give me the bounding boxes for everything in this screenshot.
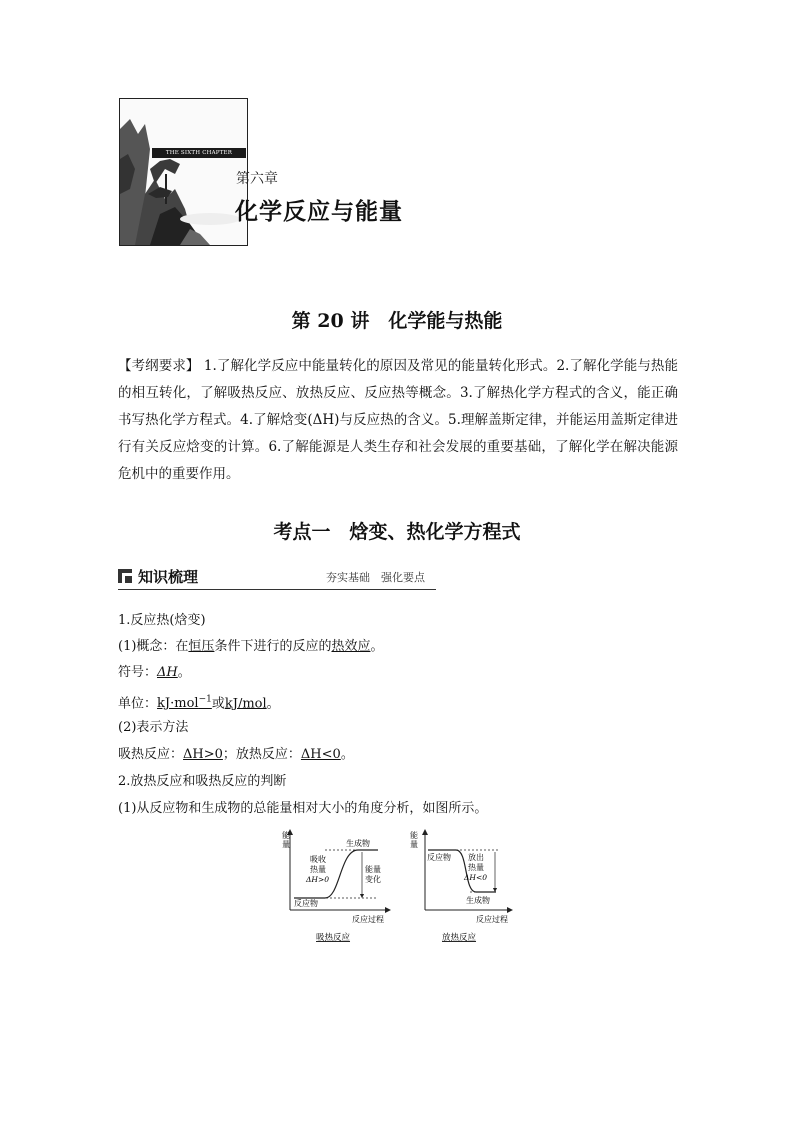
underlined-text: kJ/mol <box>224 696 267 712</box>
text: 或 <box>211 696 225 712</box>
text: 条件下进行的反应的 <box>214 639 332 654</box>
lecture-title: 第 20 讲 化学能与热能 <box>291 310 503 332</box>
text: ；放热反应： <box>222 747 301 762</box>
chapter-title: 化学反应与能量 <box>235 199 403 225</box>
section-title: 考点一 焓变、热化学方程式 <box>273 521 521 543</box>
text: 吸热反应： <box>118 747 184 762</box>
syllabus-text: 1.了解化学反应中能量转化的原因及常见的能量转化形式。2.了解化学能与热能的相互转化，了解吸热反应、放热反应、反应热等概念。3.了解热化学方程式的含义，能正确书写热化学方程式。4.了解焓变(ΔH)与反应热的含义。5.理解盖斯定律，并能运用盖斯定律进行有关反应焓变的计算。6.了解能源是人类生存和社会发展的重要基础，了解化学在解决能源危机中的重要作用。 <box>118 358 679 482</box>
right-product-label: 生成物 <box>466 896 490 905</box>
right-x-axis-label: 反应过程 <box>476 915 508 924</box>
text: 。 <box>340 747 354 762</box>
y-axis-label-bottom: 量 <box>410 840 418 849</box>
chapter-cover-image <box>119 98 248 246</box>
underlined-text: 热效应 <box>331 639 371 654</box>
unit-line <box>118 691 280 713</box>
right-caption: 放热反应 <box>442 933 477 943</box>
syllabus-label: 【考纲要求】 <box>118 358 200 374</box>
right-release-3: ΔH<0 <box>464 873 488 882</box>
right-reactant-label: 反应物 <box>427 853 451 862</box>
text: 。 <box>177 665 191 680</box>
chapter-tag: THE SIXTH CHAPTER <box>152 148 246 158</box>
endothermic-diagram <box>282 830 388 943</box>
right-release-1: 放出 <box>468 853 484 862</box>
square-icon-core <box>125 576 132 583</box>
text: 。 <box>266 696 280 712</box>
left-change-2: 变化 <box>365 875 381 884</box>
left-reactant-label: 反应物 <box>294 899 318 908</box>
left-product-label: 生成物 <box>346 839 370 848</box>
text: 。 <box>370 639 384 654</box>
knowledge-bar <box>118 566 436 592</box>
underlined-text: ΔH>0 <box>183 747 223 762</box>
left-absorb-3: ΔH>0 <box>306 875 330 884</box>
representation-line <box>118 746 354 764</box>
left-x-axis-label: 反应过程 <box>352 915 384 924</box>
concept-line <box>118 638 383 656</box>
left-caption: 吸热反应 <box>316 933 351 943</box>
underlined-text: ΔH<0 <box>300 747 341 762</box>
chapter-number: 第六章 <box>236 171 278 187</box>
left-change-1: 能量 <box>365 865 381 874</box>
heading-4: (1)从反应物和生成物的总能量相对大小的角度分析，如图所示。 <box>118 801 488 816</box>
heading-3: 2.放热反应和吸热反应的判断 <box>118 774 287 789</box>
y-axis-label-top: 能 <box>282 831 290 840</box>
energy-diagrams <box>270 828 520 946</box>
symbol-line <box>118 664 191 682</box>
heading-1: 1.反应热(焓变) <box>118 613 206 628</box>
text: (1)概念：在 <box>118 639 189 654</box>
y-axis-label-bottom: 量 <box>282 840 290 849</box>
syllabus-paragraph <box>118 353 678 488</box>
heading-2: (2)表示方法 <box>118 720 189 735</box>
divider <box>118 589 436 590</box>
underlined-text: 恒压 <box>188 639 215 654</box>
right-release-2: 热量 <box>468 863 484 872</box>
knowledge-bar-title: 知识梳理 <box>138 568 199 586</box>
text: 符号： <box>118 665 158 680</box>
superscript: −1 <box>198 695 212 705</box>
y-axis-label-top: 能 <box>410 831 418 840</box>
left-absorb-1: 吸收 <box>310 855 326 864</box>
knowledge-bar-subtitle: 夯实基础 强化要点 <box>326 571 425 584</box>
left-absorb-2: 热量 <box>310 865 326 874</box>
text: 单位： <box>118 696 158 712</box>
exothermic-diagram <box>410 830 510 943</box>
underlined-text: ΔH <box>157 665 178 680</box>
underlined-text: kJ·mol <box>157 696 199 712</box>
